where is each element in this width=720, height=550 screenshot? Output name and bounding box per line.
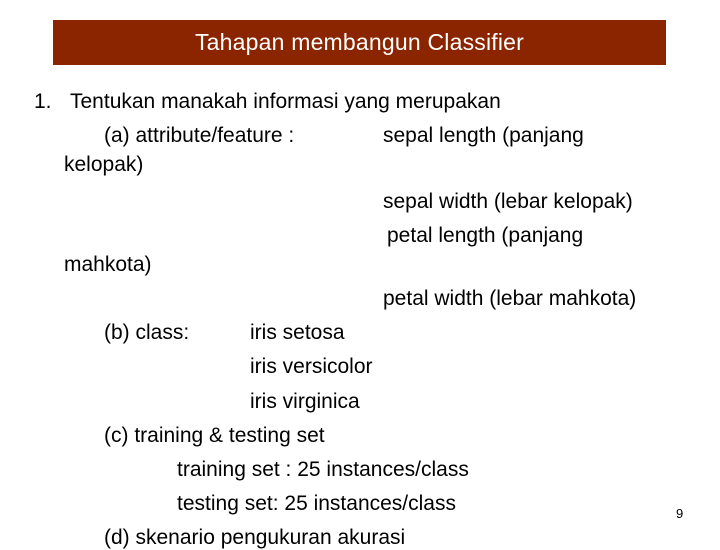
attribute-value-continuation: mahkota) bbox=[64, 253, 152, 276]
attribute-value: petal width (lebar mahkota) bbox=[383, 287, 637, 310]
training-set-text: training set : 25 instances/class bbox=[177, 458, 469, 481]
testing-set-text: testing set: 25 instances/class bbox=[177, 492, 456, 515]
attribute-label: (a) attribute/feature : bbox=[104, 124, 295, 147]
class-label: (b) class: bbox=[104, 321, 190, 344]
attribute-value-continuation: kelopak) bbox=[64, 153, 144, 176]
class-value: iris versicolor bbox=[250, 355, 373, 378]
attribute-value: sepal width (lebar kelopak) bbox=[383, 190, 633, 213]
training-testing-label: (c) training & testing set bbox=[104, 424, 325, 447]
scenario-label: (d) skenario pengukuran akurasi bbox=[104, 526, 406, 549]
class-value: iris setosa bbox=[250, 321, 345, 344]
item-text: Tentukan manakah informasi yang merupakan bbox=[70, 90, 501, 113]
item-number: 1. bbox=[34, 90, 52, 113]
attribute-value: sepal length (panjang bbox=[383, 124, 584, 147]
slide-title: Tahapan membangun Classifier bbox=[194, 29, 525, 55]
class-value: iris virginica bbox=[250, 390, 360, 413]
attribute-value: petal length (panjang bbox=[387, 224, 584, 247]
page-number: 9 bbox=[676, 506, 684, 521]
slide-title-bar bbox=[53, 20, 666, 65]
